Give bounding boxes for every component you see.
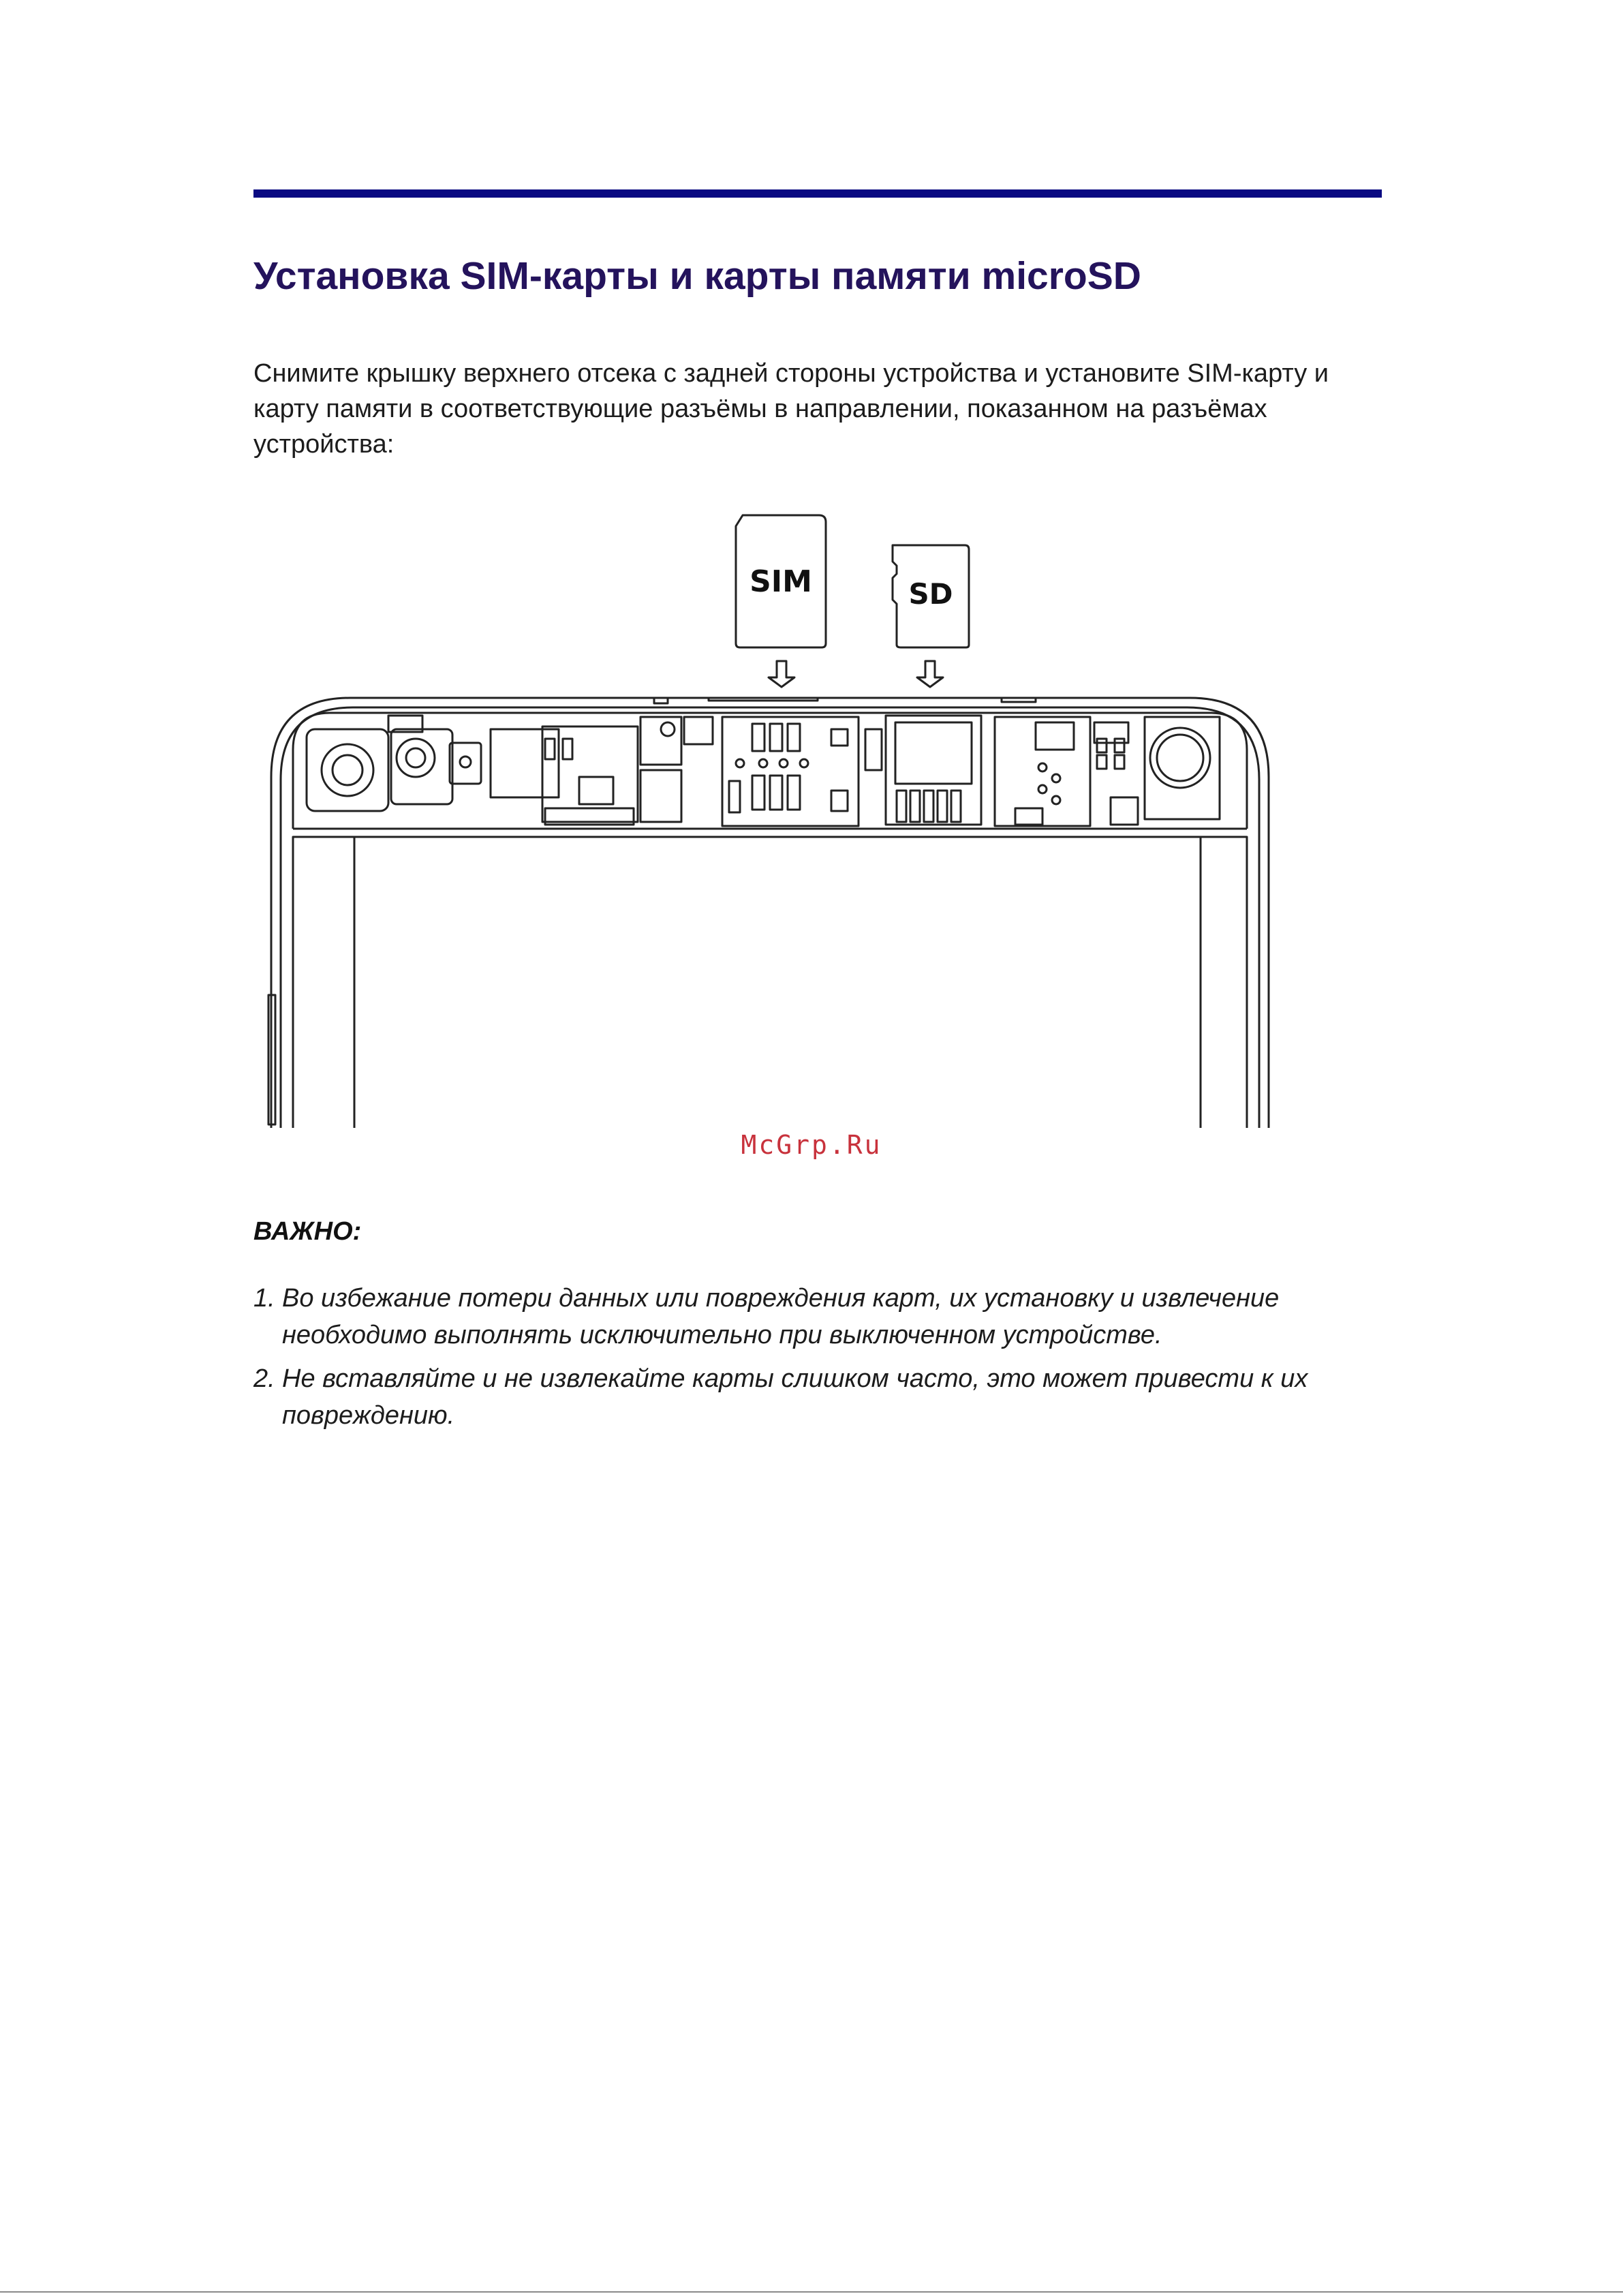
note-text: Не вставляйте и не извлекайте карты слишком часто, это может привести к их повреждению.: [282, 1364, 1308, 1430]
page-title: Установка SIM-карты и карты памяти microSD: [253, 254, 1141, 298]
sim-card-label: SIM: [749, 564, 812, 599]
note-text: Во избежание потери данных или повреждения карт, их установку и извлечение необходимо выполнять исключительно при выключенном устройстве.: [282, 1284, 1280, 1349]
note-item: [253, 1280, 1344, 1353]
watermark: McGrp.Ru: [741, 1130, 882, 1160]
sd-arrow-icon: [917, 661, 943, 687]
bottom-rule: [0, 2291, 1623, 2293]
sd-card-label: SD: [908, 577, 953, 611]
intro-paragraph: Снимите крышку верхнего отсека с задней стороны устройства и установите SIM-карту и карту памяти в соответствующие разъёмы в направлении, показанном на разъёмах устройства:: [253, 359, 1329, 459]
note-number: 2.: [253, 1364, 275, 1393]
note-number: 1.: [253, 1284, 275, 1313]
note-item: [253, 1360, 1344, 1434]
sim-arrow-icon: [769, 661, 794, 687]
important-heading: ВАЖНО:: [253, 1217, 362, 1246]
device-outline: [271, 698, 1269, 1128]
notes-list: [253, 1280, 1344, 1441]
top-rule: [253, 189, 1382, 198]
device-diagram: [259, 504, 1295, 1131]
